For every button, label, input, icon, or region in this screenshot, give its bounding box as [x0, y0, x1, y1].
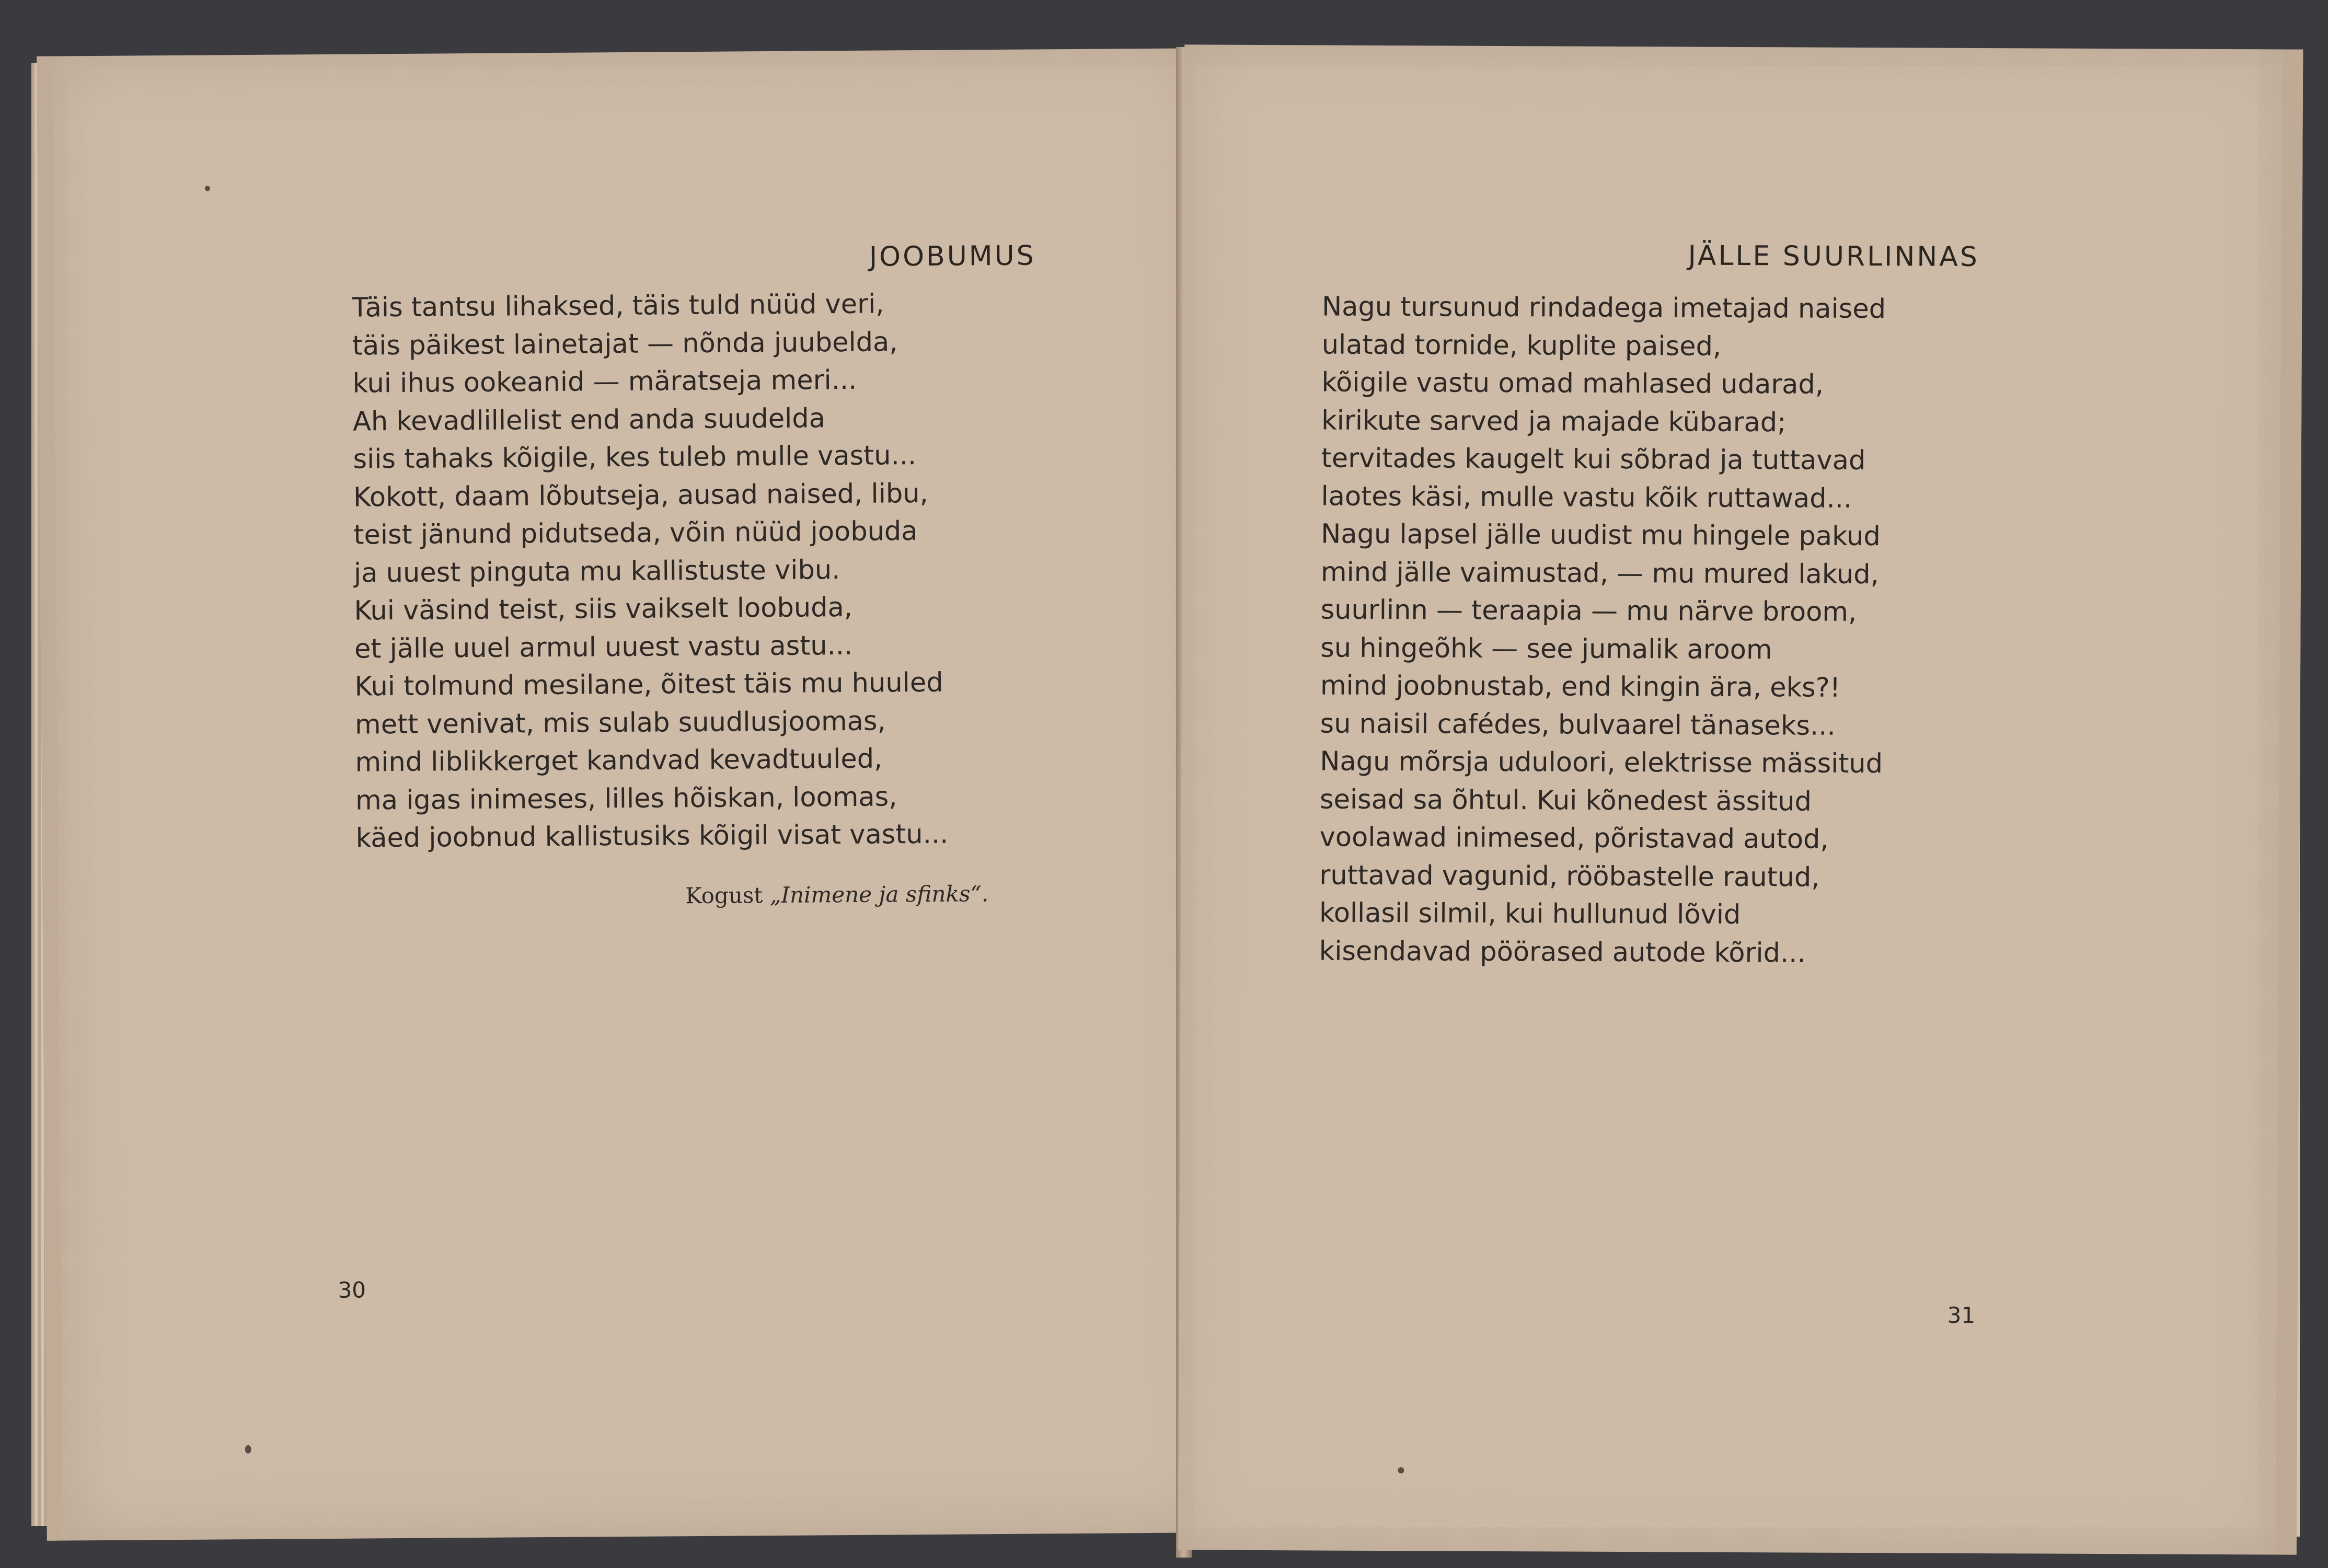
poem-line: kollasil silmil, kui hullunud lõvid [1319, 897, 1741, 931]
poem-line: Nagu mõrsja uduloori, elektrisse mässitud [1320, 746, 1883, 780]
poem-line: Täis tantsu lihaksed, täis tuld nüüd veri, [352, 289, 884, 324]
source-book-title: „Inimene ja sfinks“. [769, 881, 989, 908]
poem-line: mind joobnustab, end kingin ära, eks?! [1320, 670, 1841, 704]
right-page [1178, 44, 2303, 1554]
poem-line: Nagu lapsel jälle uudist mu hingele pakud [1321, 518, 1881, 552]
poem-line: kõigile vastu omad mahlased udarad, [1321, 367, 1824, 400]
poem-line: Ah kevadlillelist end anda suudelda [352, 402, 826, 437]
poem-line: et jälle uuel armul uuest vastu astu... [354, 630, 853, 665]
page-number-right: 31 [1947, 1302, 1976, 1328]
poem-line: Kui tolmund mesilane, õitest täis mu huuled [354, 667, 943, 702]
poem-title-right: JÄLLE SUURLINNAS [1688, 240, 1979, 273]
poem-line: Kokott, daam lõbutseja, ausad naised, libu, [353, 478, 928, 513]
paper-speck [245, 1445, 251, 1454]
paper-speck [205, 186, 210, 191]
poem-line: mett venivat, mis sulab suudlusjoomas, [354, 706, 886, 741]
poem-line: ma igas inimeses, lilles hõiskan, loomas, [355, 781, 897, 816]
poem-line: kisendavad pöörased autode kõrid... [1319, 935, 1806, 969]
poem-line: tervitades kaugelt kui sõbrad ja tuttavad [1321, 443, 1866, 477]
poem-line: ruttavad vagunid, rööbastelle rautud, [1319, 859, 1820, 893]
poem-line: ulatad tornide, kuplite paised, [1321, 329, 1722, 362]
poem-text-right [1319, 288, 1886, 973]
poem-line: mind jälle vaimustad, — mu mured lakud, [1320, 556, 1879, 590]
poem-line: suurlinn — teraapia — mu närve broom, [1320, 594, 1857, 628]
poem-line: Nagu tursunud rindadega imetajad naised [1321, 291, 1886, 325]
poem-line: su hingeõhk — see jumalik aroom [1320, 632, 1772, 665]
poem-line: voolawad inimesed, põristavad autod, [1319, 822, 1829, 855]
paper-speck [1398, 1467, 1404, 1473]
poem-title-left: JOOBUMUS [869, 240, 1036, 273]
poem-text-left [352, 285, 948, 858]
poem-source [685, 881, 988, 908]
poem-line: Kui väsind teist, siis vaikselt loobuda, [354, 592, 853, 627]
poem-line: teist jänund pidutseda, võin nüüd joobuda [353, 516, 918, 551]
poem-line: täis päikest lainetajat — nõnda juubelda, [352, 326, 898, 362]
source-prefix: Kogust [685, 882, 770, 909]
left-page [37, 48, 1213, 1540]
poem-line: laotes käsi, mulle vastu kõik ruttawad... [1321, 480, 1852, 514]
page-number-left: 30 [338, 1277, 366, 1303]
poem-line: seisad sa õhtul. Kui kõnedest ässitud [1319, 783, 1812, 817]
poem-line: siis tahaks kõigile, kes tuleb mulle vastu... [353, 440, 917, 475]
poem-line: kirikute sarved ja majade kübarad; [1321, 405, 1787, 438]
poem-line: ja uuest pinguta mu kallistuste vibu. [353, 554, 840, 589]
poem-line: mind liblikkerget kandvad kevadtuuled, [355, 743, 883, 778]
poem-line: su naisil cafédes, bulvaarel tänaseks... [1320, 708, 1836, 742]
poem-line: käed joobnud kallistusiks kõigil visat vastu... [355, 818, 949, 854]
poem-line: kui ihus ookeanid — märatseja meri... [352, 364, 857, 399]
